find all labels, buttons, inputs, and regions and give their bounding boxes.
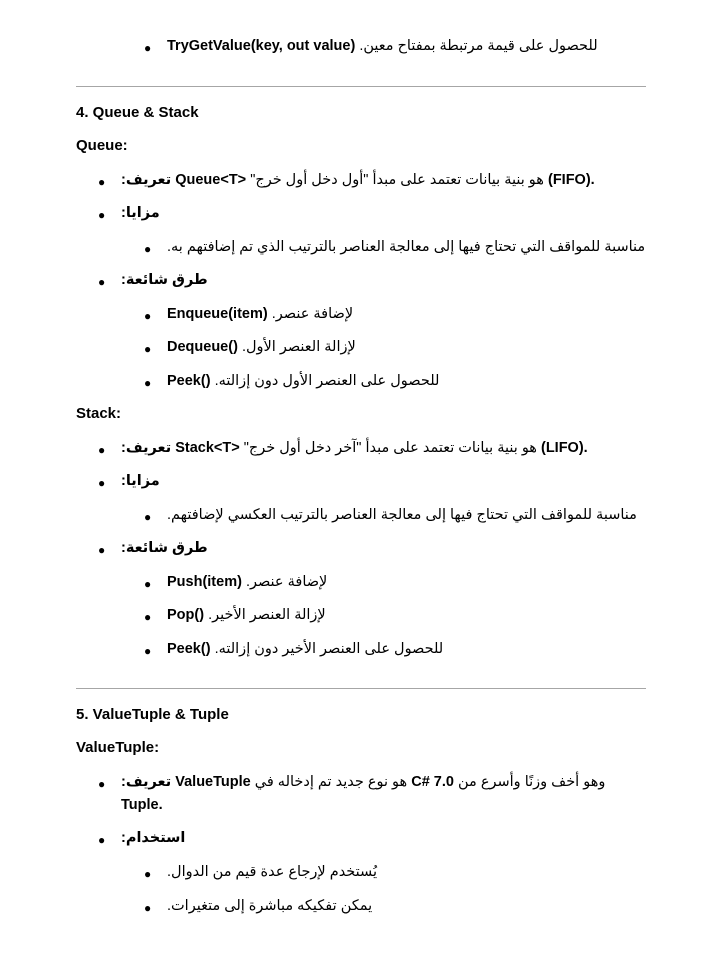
advantages-label: مزايا: — [121, 473, 160, 489]
list-item-push — [167, 572, 327, 592]
valuetuple-definition-continuation: Tuple. — [121, 797, 163, 813]
list-item-peek — [167, 371, 439, 391]
advantage-text: مناسبة للمواقف التي تحتاج فيها إلى معالجة العناصر بالترتيب العكسي لإضافتهم. — [167, 507, 637, 523]
valuetuple-definition — [121, 772, 605, 792]
bullet-icon: ● — [98, 543, 106, 557]
bullet-icon: ● — [98, 833, 106, 847]
stack-definition — [121, 438, 588, 458]
usage-text: يُستخدم لإرجاع عدة قيم من الدوال. — [167, 864, 378, 880]
version-label: C# 7.0 — [411, 774, 454, 790]
bullet-icon: ● — [144, 510, 152, 524]
definition-label: تعريف: — [121, 440, 172, 456]
definition-text: هو بنية بيانات تعتمد على مبدأ "آخر دخل أول خرج" — [243, 440, 537, 456]
section-title-valuetuple-tuple: 5. ValueTuple & Tuple — [76, 706, 229, 723]
subheading-queue: Queue: — [76, 137, 128, 154]
method-name: Dequeue() — [167, 339, 238, 355]
methods-label: طرق شائعة: — [121, 272, 208, 288]
list-item-trygetvalue — [167, 36, 598, 56]
methods-label: طرق شائعة: — [121, 540, 208, 556]
method-description: للحصول على العنصر الأخير دون إزالته. — [214, 641, 444, 657]
queue-advantage-item — [167, 237, 645, 257]
subheading-valuetuple: ValueTuple: — [76, 739, 160, 756]
method-description: للحصول على قيمة مرتبطة بمفتاح معين. — [359, 38, 598, 54]
method-description: لإزالة العنصر الأخير. — [208, 607, 326, 623]
definition-text: هو نوع جديد تم إدخاله في — [254, 774, 408, 790]
queue-methods-label — [121, 270, 208, 290]
type-name: Stack<T> — [175, 440, 240, 456]
list-item-enqueue — [167, 304, 353, 324]
bullet-icon: ● — [144, 577, 152, 591]
definition-label: تعريف: — [121, 774, 172, 790]
bullet-icon: ● — [144, 342, 152, 356]
bullet-icon: ● — [144, 41, 152, 55]
method-description: لإزالة العنصر الأول. — [241, 339, 356, 355]
method-name: Pop() — [167, 607, 205, 623]
bullet-icon: ● — [144, 901, 152, 915]
section-divider — [76, 86, 646, 87]
definition-abbr: (LIFO). — [540, 440, 588, 456]
list-item-pop — [167, 605, 326, 625]
method-description: لإضافة عنصر. — [271, 306, 354, 322]
bullet-icon: ● — [144, 242, 152, 256]
list-item-peek — [167, 639, 443, 659]
definition-abbr: (FIFO). — [547, 172, 595, 188]
method-description: للحصول على العنصر الأول دون إزالته. — [214, 373, 440, 389]
bullet-icon: ● — [144, 867, 152, 881]
valuetuple-usage-label — [121, 828, 185, 848]
usage-item — [167, 862, 377, 882]
bullet-icon: ● — [144, 610, 152, 624]
list-item-dequeue — [167, 337, 356, 357]
method-name: Enqueue(item) — [167, 306, 268, 322]
advantage-text: مناسبة للمواقف التي تحتاج فيها إلى معالجة العناصر بالترتيب الذي تم إضافتهم به. — [167, 239, 646, 255]
section-title-queue-stack: 4. Queue & Stack — [76, 104, 199, 121]
usage-text: يمكن تفكيكه مباشرة إلى متغيرات. — [167, 898, 373, 914]
bullet-icon: ● — [98, 443, 106, 457]
bullet-icon: ● — [144, 644, 152, 658]
method-name: Peek() — [167, 641, 211, 657]
stack-methods-label — [121, 538, 208, 558]
bullet-icon: ● — [144, 309, 152, 323]
usage-item — [167, 896, 372, 916]
bullet-icon: ● — [98, 777, 106, 791]
definition-label: تعريف: — [121, 172, 172, 188]
queue-definition — [121, 170, 595, 190]
type-name: Queue<T> — [175, 172, 247, 188]
definition-text: وهو أخف وزنًا وأسرع من — [458, 774, 606, 790]
usage-label: استخدام: — [121, 830, 186, 846]
definition-text: هو بنية بيانات تعتمد على مبدأ "أول دخل أول خرج" — [250, 172, 544, 188]
advantages-label: مزايا: — [121, 205, 160, 221]
bullet-icon: ● — [98, 476, 106, 490]
method-name: TryGetValue(key, out value) — [167, 38, 356, 54]
bullet-icon: ● — [98, 175, 106, 189]
method-name: Peek() — [167, 373, 211, 389]
bullet-icon: ● — [144, 376, 152, 390]
stack-advantage-item — [167, 505, 637, 525]
method-description: لإضافة عنصر. — [245, 574, 328, 590]
bullet-icon: ● — [98, 208, 106, 222]
type-name: ValueTuple — [175, 774, 251, 790]
section-divider — [76, 688, 646, 689]
type-name: Tuple — [121, 797, 159, 813]
queue-advantages-label — [121, 203, 160, 223]
stack-advantages-label — [121, 471, 160, 491]
subheading-stack: Stack: — [76, 405, 122, 422]
method-name: Push(item) — [167, 574, 242, 590]
bullet-icon: ● — [98, 275, 106, 289]
